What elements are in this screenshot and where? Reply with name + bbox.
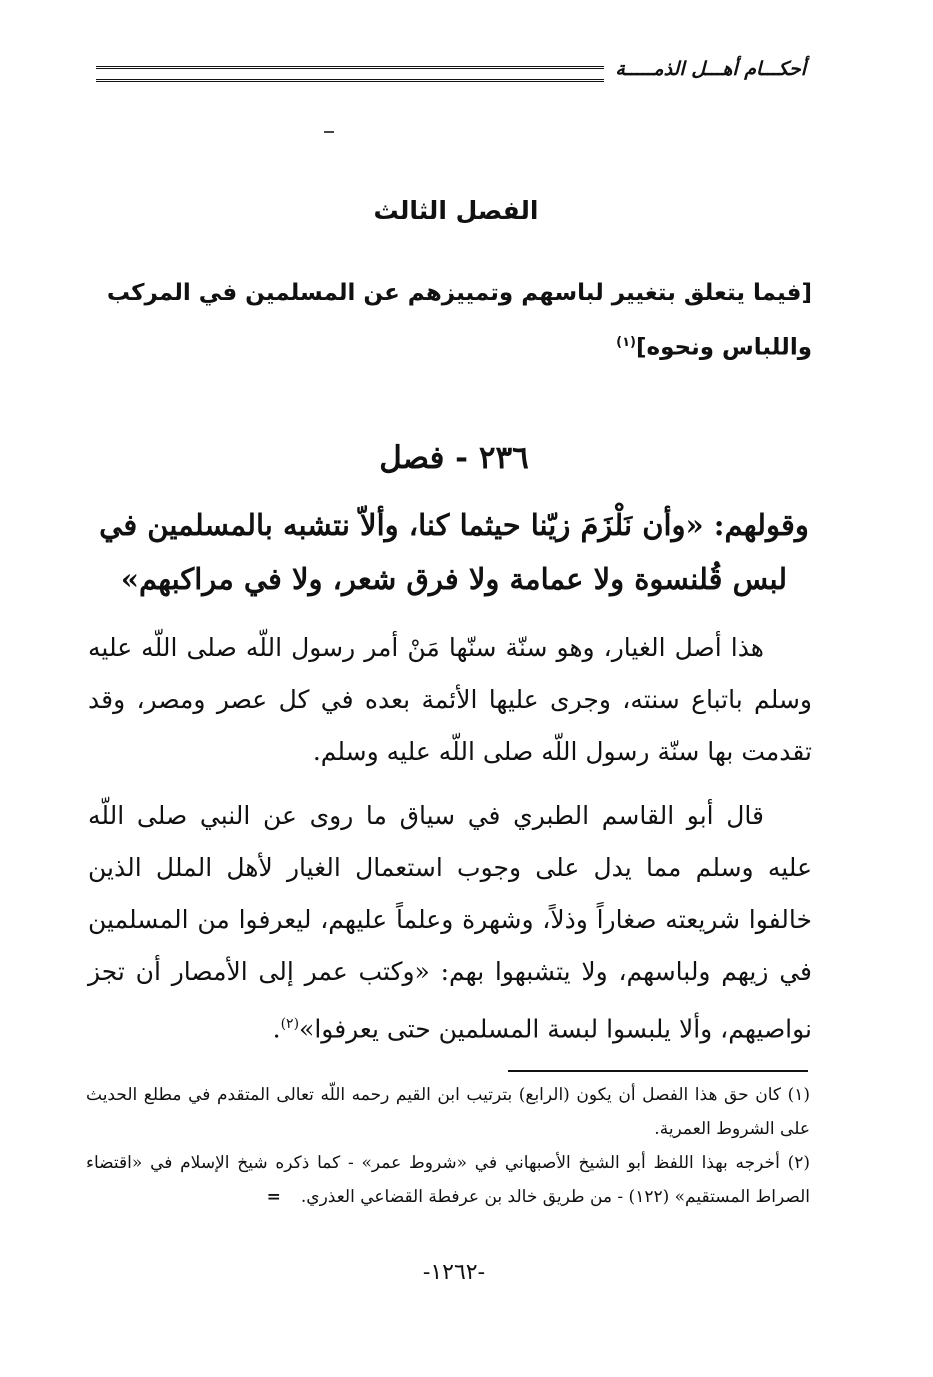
body-paragraph-2 — [88, 790, 812, 1055]
header-double-rule — [96, 66, 604, 82]
footnote-2-text: (٢) أخرجه بهذا اللفظ أبو الشيخ الأصبهاني في «شروط عمر» - كما ذكره شيخ الإسلام في «اقتضاء الصراط المستقيم» (١٢٢) - من طريق خالد بن عرفطة القضاعي العذري. — [86, 1153, 810, 1207]
footnote-separator — [508, 1070, 808, 1072]
paragraph-2-end: . — [272, 1014, 281, 1044]
footnote-reference-1: (١) — [616, 335, 636, 350]
footnotes — [86, 1078, 810, 1214]
footnote-2 — [86, 1146, 810, 1214]
footnote-reference-2: (٢) — [280, 1016, 300, 1032]
stray-mark — [324, 131, 334, 133]
continuation-mark: = — [266, 1187, 281, 1207]
page-number: -١٢٦٢- — [422, 1260, 486, 1285]
chapter-subtitle-text: [فيما يتعلق بتغيير لباسهم وتمييزهم عن المسلمين في المركب واللباس ونحوه] — [106, 280, 812, 361]
footnote-1: (١) كان حق هذا الفصل أن يكون (الرابع) بترتيب ابن القيم رحمه اللّه تعالى المتقدم في مطلع الحديث على الشروط العمرية. — [86, 1085, 810, 1139]
paragraph-2-text: قال أبو القاسم الطبري في سياق ما روى عن النبي صلى اللّه عليه وسلم مما يدل على وجوب استعمال الغيار لأهل الملل الذين خالفوا شريعته صغاراً وذلاً، وشهرة وعلماً عليهم، ليعرفوا من المسلمين في زيهم ولباسهم، ولا يتشبهوا بهم: «وكتب عمر إلى الأمصار أن تجز نواصيهم، وألا يلبسوا لبسة المسلمين حتى يعرفوا» — [88, 801, 812, 1044]
section-heading: ٢٣٦ - فصل — [379, 440, 529, 476]
running-header — [96, 58, 806, 88]
body-paragraph-1 — [88, 622, 812, 778]
section-quote: وقولهم: «وأن نَلْزَمَ زيّنا حيثما كنا، وألاّ نتشبه بالمسلمين في لبس قُلنسوة ولا عمامة ولا فرق شعر، ولا في مراكبهم» — [99, 508, 809, 596]
running-header-title: أحكـــام أهـــل الذمـــــة — [615, 58, 806, 80]
paragraph-text — [88, 790, 812, 1055]
paragraph-text: هذا أصل الغيار، وهو سنّة سنّها مَنْ أمر رسول اللّه صلى اللّه عليه وسلم باتباع سنته، وجرى عليها الأئمة بعده في كل عصر ومصر، وقد تقدمت بها سنّة رسول اللّه صلى اللّه عليه وسلم. — [88, 633, 812, 766]
chapter-title: الفصل الثالث — [373, 196, 539, 225]
chapter-subtitle — [96, 268, 812, 373]
